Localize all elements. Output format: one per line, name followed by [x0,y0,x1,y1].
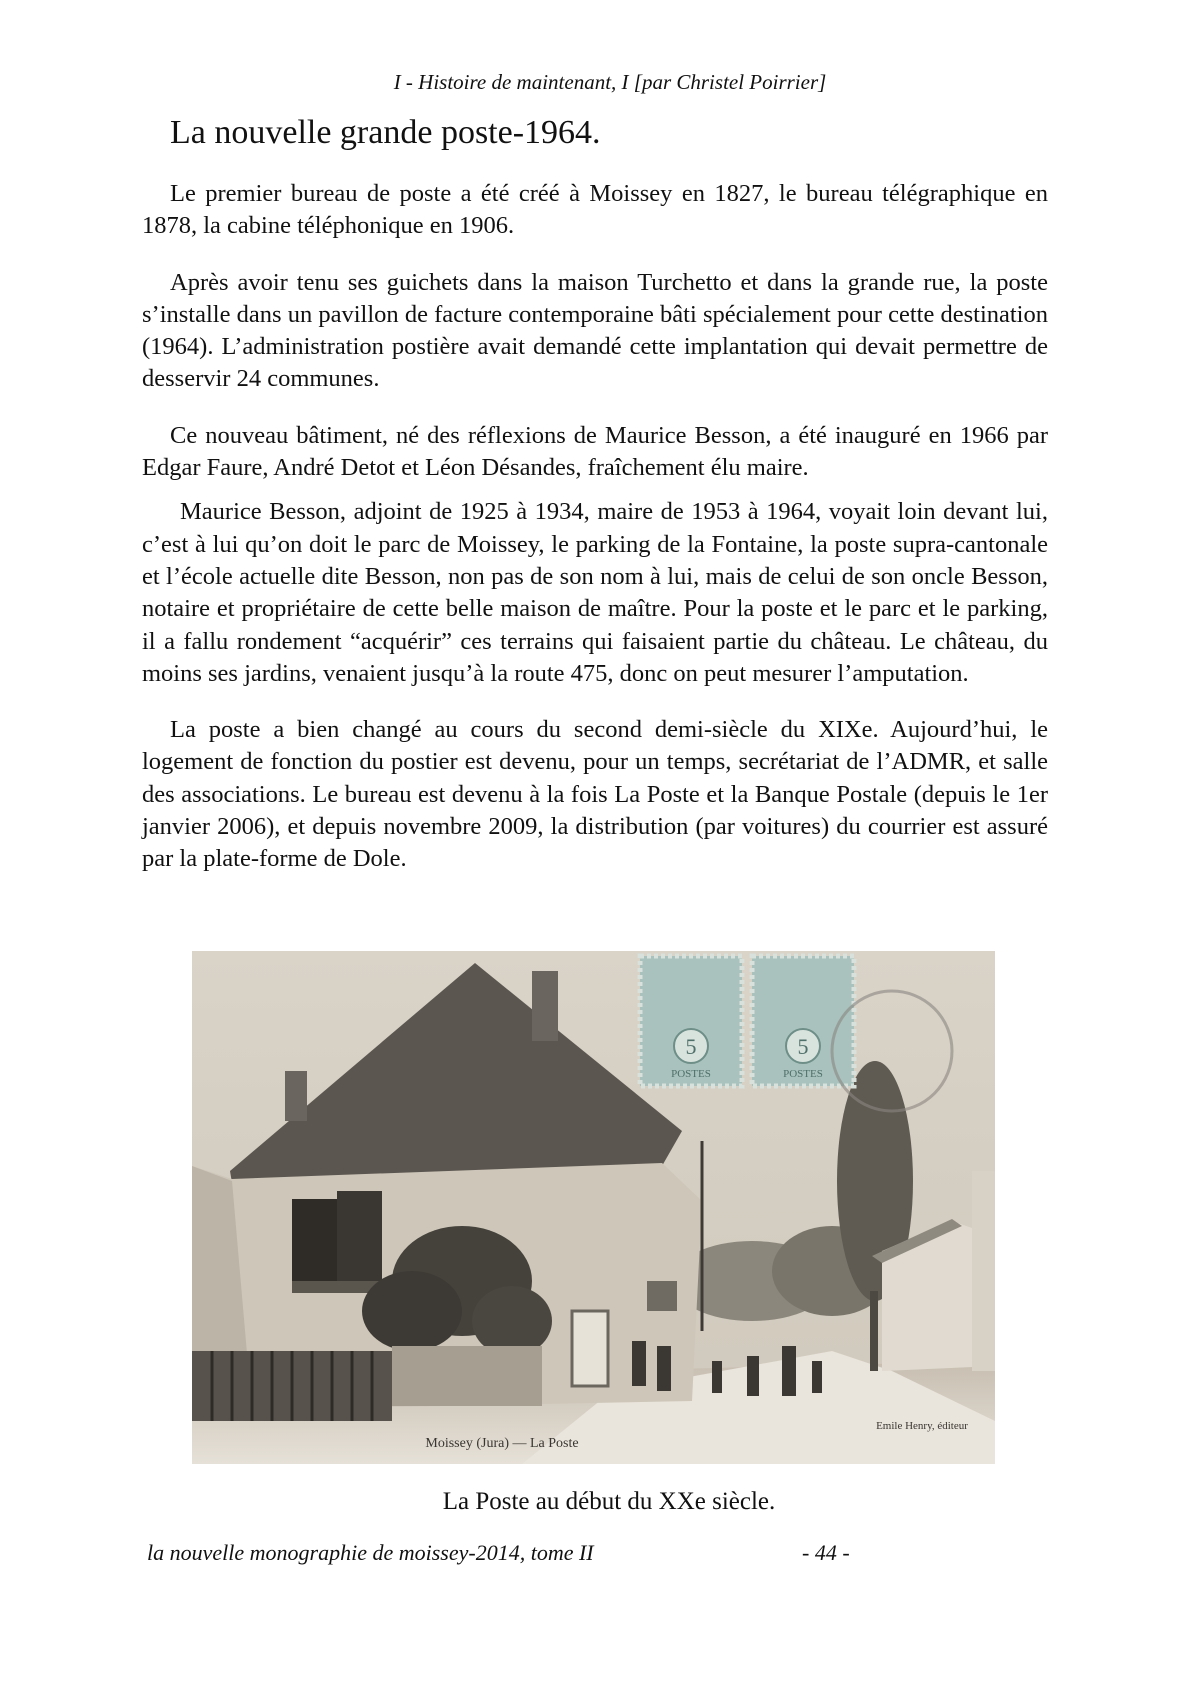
article-title: La nouvelle grande poste-1964. [170,114,601,151]
stamp-label: POSTES [671,1068,711,1080]
running-title: I - Histoire de maintenant, I [par Christel Poirrier] [393,70,827,94]
stamp-value: 5 [797,1034,809,1059]
paragraph: Ce nouveau bâtiment, né des réflexions de Maurice Besson, a été inauguré en 1966 par Edgar Faure, André Detot et Léon Désandes, fraîchement élu maire. [142,421,1048,482]
postcard-photo [192,951,995,1464]
paragraph: Maurice Besson, adjoint de 1925 à 1934, maire de 1953 à 1964, voyait loin devant lui, c’est à lui qu’on doit le parc de Moissey, le parking de la Fontaine, la poste supra-cantonale et l’école actuelle dite Besson, non pas de son nom à lui, mais de celui de son oncle Besson, notaire et propriétaire de cette belle maison de maître. Pour la poste et le parc et le parking, il a fallu rondement “acquérir” ces terrains qui faisaient partie du château. Le château, du moins ses jardins, venaient jusqu’à la route 475, donc on peut mesurer l’amputation. [142,498,1048,687]
postcard-publisher: Emile Henry, éditeur [876,1420,968,1432]
page-number: - 44 - [802,1540,850,1565]
postcard-caption: Moissey (Jura) — La Poste [425,1436,579,1451]
figure-caption: La Poste au début du XXe siècle. [442,1488,776,1515]
running-header [0,70,1190,95]
stamp-value: 5 [685,1034,697,1059]
paragraph: Après avoir tenu ses guichets dans la maison Turchetto et dans la grande rue, la poste s’installe dans un pavillon de facture contemporaine bâti spécialement pour cette destination (1964). L’administration postière avait demandé cette implantation qui devait permettre de desservir 24 communes. [142,268,1048,393]
article-body [142,178,1048,900]
footer-book-title: la nouvelle monographie de moissey-2014, tome II [147,1540,594,1565]
paragraph: La poste a bien changé au cours du second demi-siècle du XIXe. Aujourd’hui, le logement de fonction du postier est devenu, pour un temps, secrétariat de l’ADMR, et salle des associations. Le bureau est devenu à la fois La Poste et la Banque Postale (depuis le 1er janvier 2006), et depuis novembre 2009, la distribution (par voitures) du courrier est assuré par la plate-forme de Dole. [142,716,1048,873]
stamp-label: POSTES [783,1068,823,1080]
paragraph: Le premier bureau de poste a été créé à Moissey en 1827, le bureau télégraphique en 1878, la cabine téléphonique en 1906. [142,180,1048,240]
